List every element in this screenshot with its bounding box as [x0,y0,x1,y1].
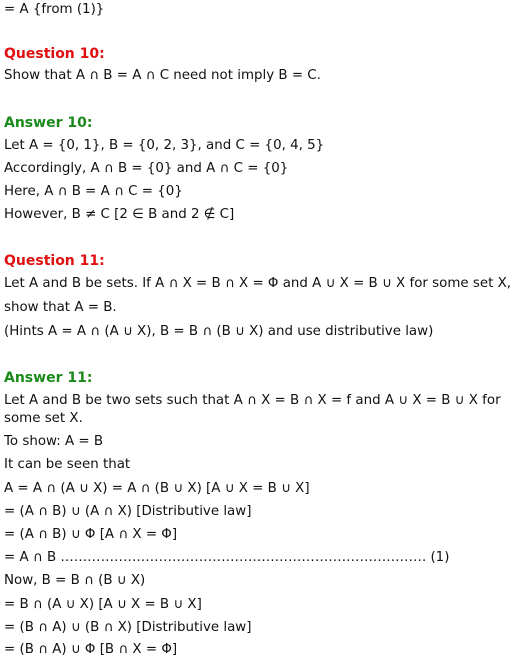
answer-10-line: Here, A ∩ B = A ∩ C = {0} [4,184,183,199]
answer-10-heading: Answer 10: [4,115,93,131]
from-line: = A {from (1)} [4,2,105,17]
answer-11-line: = (A ∩ B) ∪ Φ [A ∩ X = Φ] [4,527,178,542]
answer-11-line: To show: A = B [4,434,104,449]
answer-11-line: It can be seen that [4,457,131,472]
answer-11-line: = (A ∩ B) ∪ (A ∩ X) [Distributive law] [4,504,252,519]
answer-10-line: Accordingly, A ∩ B = {0} and A ∩ C = {0} [4,161,289,176]
answer-10-line: However, B ≠ C [2 ∈ B and 2 ∉ C] [4,207,235,222]
answer-11-intro: Let A and B be two sets such that A ∩ X = B ∩ X = f and A ∪ X = B ∪ X for some set X. [4,393,501,426]
question-11-line: show that A = B. [4,300,117,315]
question-11-line: Let A and B be sets. If A ∩ X = B ∩ X = Φ and A ∪ X = B ∪ X for some set X, [4,276,512,291]
answer-11-line: = B ∩ (A ∪ X) [A ∪ X = B ∪ X] [4,597,202,612]
answer-11-line: A = A ∩ (A ∪ X) = A ∩ (B ∪ X) [A ∪ X = B ∪ X] [4,481,310,496]
question-10-heading: Question 10: [4,46,105,62]
question-11-hint: (Hints A = A ∩ (A ∪ X), B = B ∩ (B ∪ X) and use distributive law) [4,324,434,339]
question-11-heading: Question 11: [4,253,105,269]
answer-10-line: Let A = {0, 1}, B = {0, 2, 3}, and C = {0, 4, 5} [4,138,325,153]
answer-11-heading: Answer 11: [4,370,93,386]
answer-11-line: Now, B = B ∩ (B ∪ X) [4,573,146,588]
answer-11-line: = (B ∩ A) ∪ Φ [B ∩ X = Φ] [4,642,178,657]
answer-11-line: = A ∩ B ………………………………………………………………………. (1) [4,550,450,565]
answer-11-line: = (B ∩ A) ∪ (B ∩ X) [Distributive law] [4,620,252,635]
question-10-text: Show that A ∩ B = A ∩ C need not imply B = C. [4,68,321,83]
